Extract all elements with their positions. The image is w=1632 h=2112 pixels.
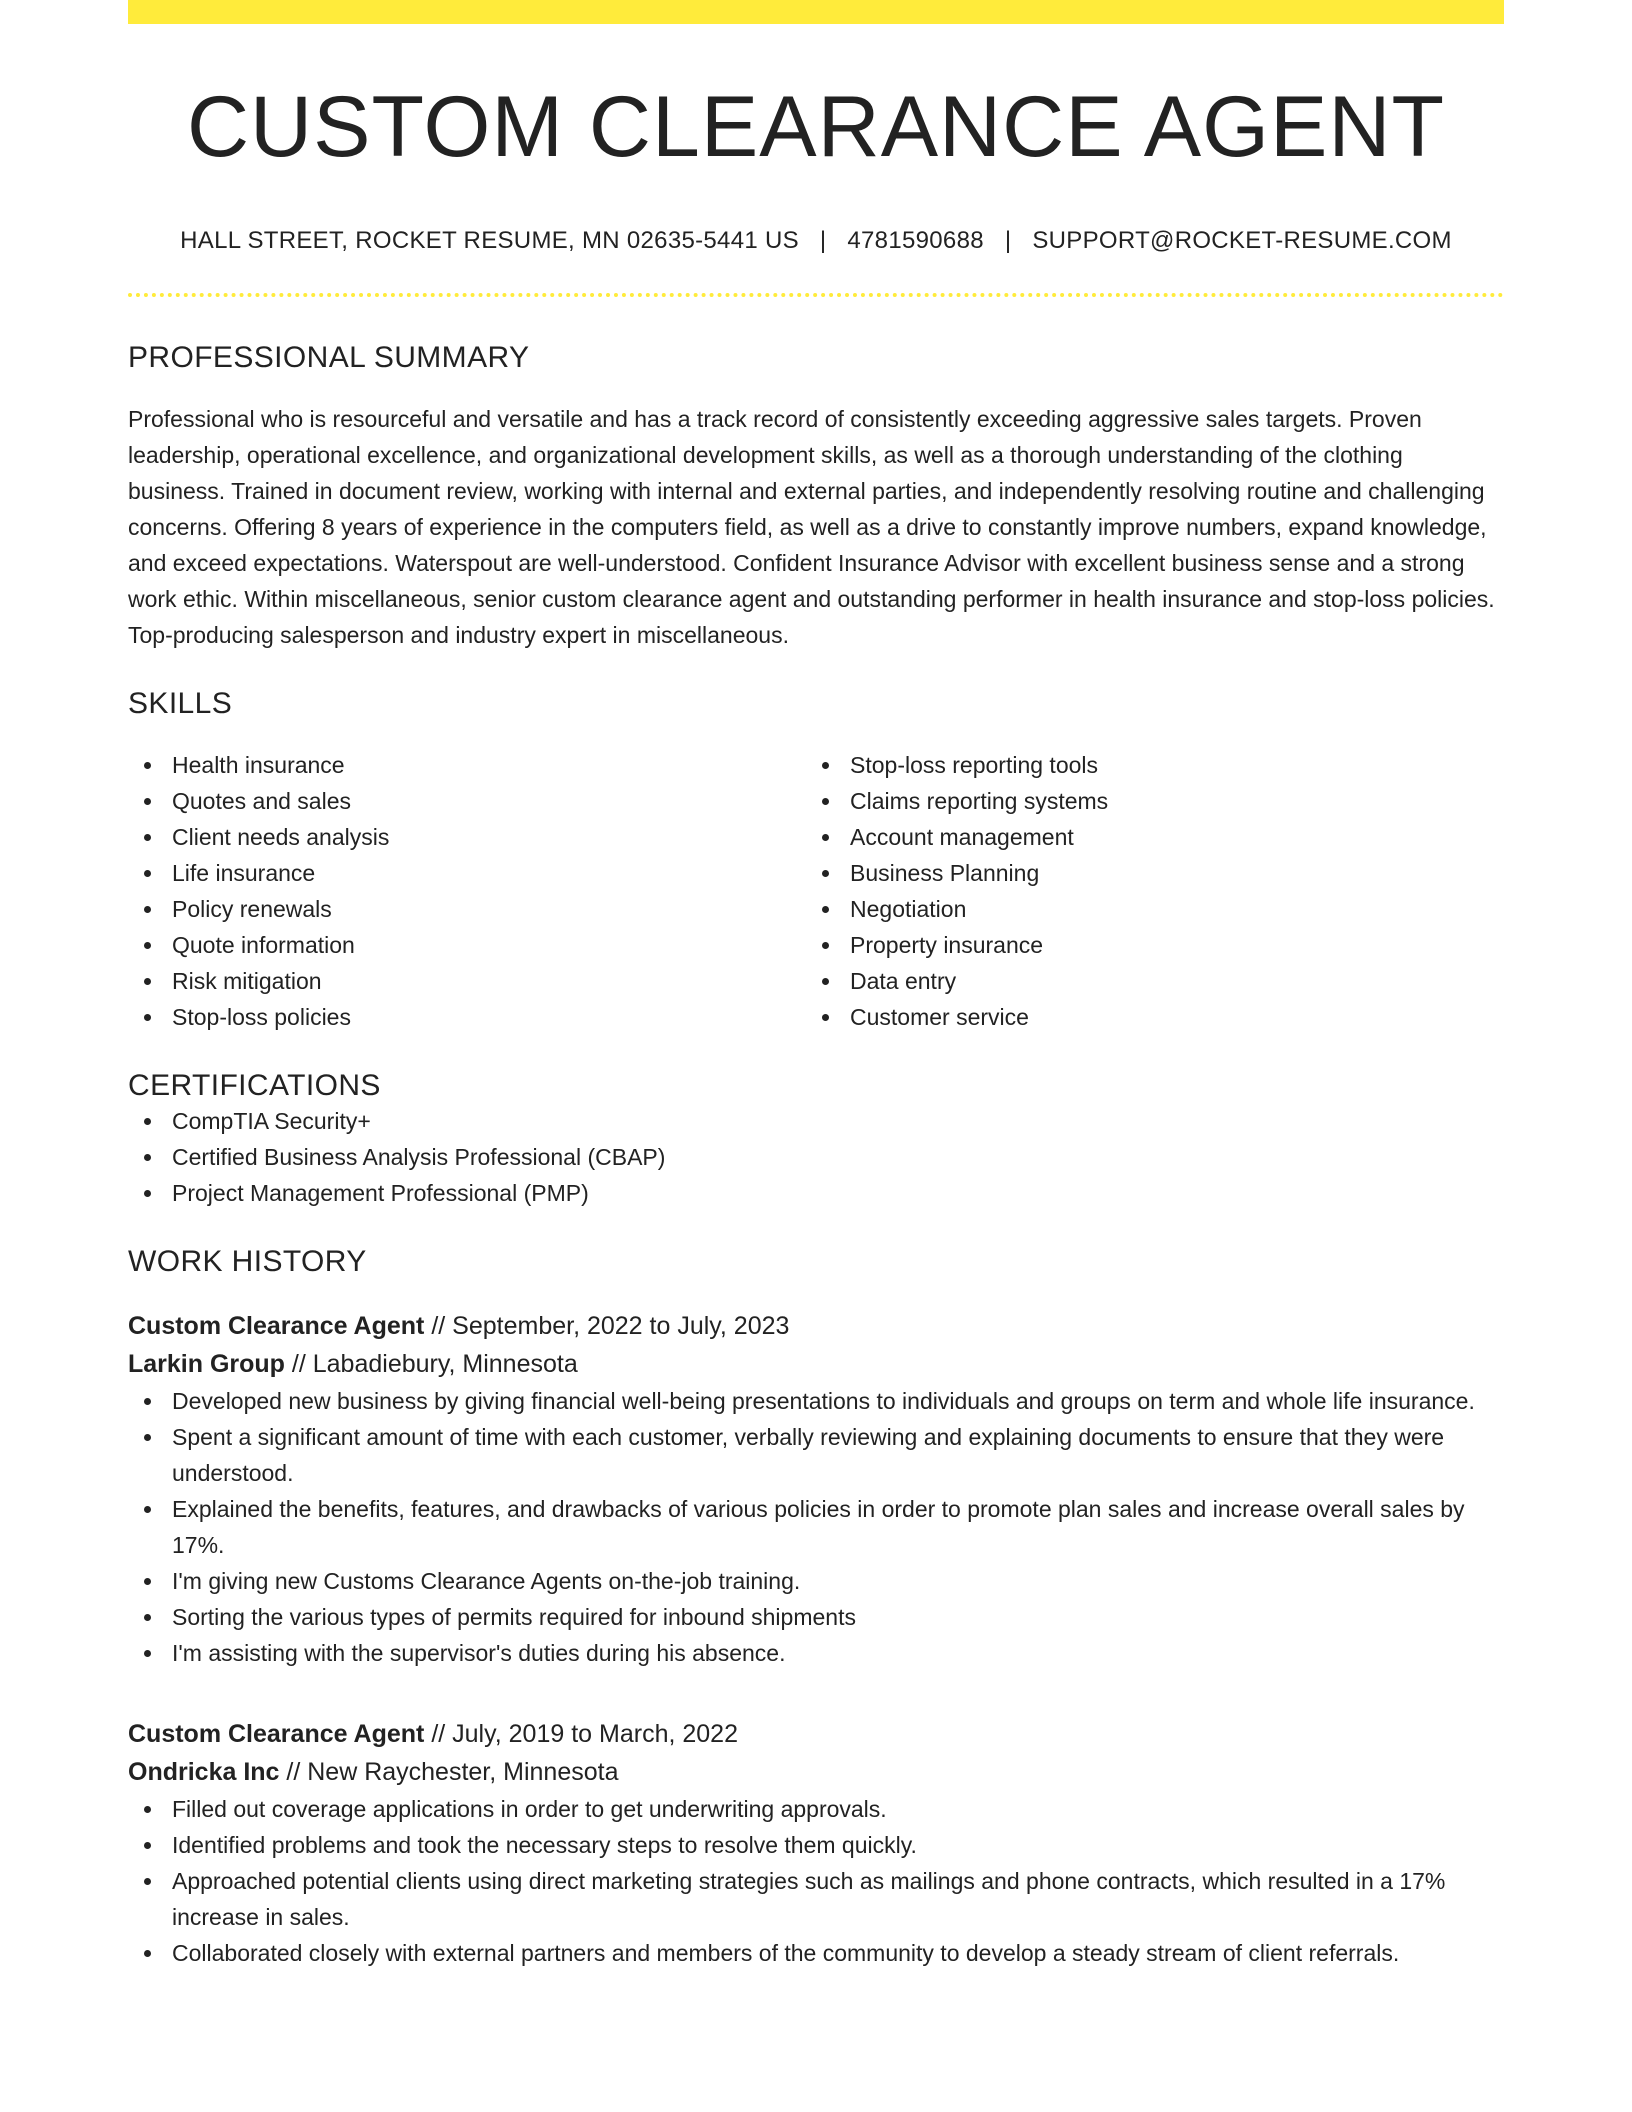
job-company: Ondricka Inc [128,1757,280,1786]
certification-item: Certified Business Analysis Professional (CBAP) [128,1139,1504,1175]
skill-item: Stop-loss policies [128,999,806,1035]
job-duty-item: Approached potential clients using direct marketing strategies such as mailings and phone contracts, which resulted in a 17% increase in sales. [128,1863,1504,1935]
certification-item: Project Management Professional (PMP) [128,1175,1504,1211]
skill-item: Policy renewals [128,891,806,927]
resume-name-title: CUSTOM CLEARANCE AGENT [186,79,1446,175]
skill-item: Stop-loss reporting tools [806,747,1484,783]
job-entry [128,1307,1504,1671]
skill-item: Property insurance [806,927,1484,963]
job-entry [128,1715,1504,1971]
resume-page [128,0,1504,1971]
skill-item: Negotiation [806,891,1484,927]
contact-separator: | [819,226,827,254]
certifications-list [128,1103,1504,1211]
job-duty-item: Filled out coverage applications in order to get underwriting approvals. [128,1791,1504,1827]
skills-column-right [806,747,1484,1035]
top-accent-bar [128,0,1504,24]
contact-phone: 4781590688 [847,226,984,254]
job-duty-item: Developed new business by giving financial well-being presentations to individuals and groups on term and whole life insurance. [128,1383,1504,1419]
summary-heading: PROFESSIONAL SUMMARY [128,340,530,374]
job-company-line [128,1753,1504,1791]
contact-separator: | [1004,226,1012,254]
certifications-heading: CERTIFICATIONS [128,1068,381,1102]
skill-item: Account management [806,819,1484,855]
job-duty-item: Identified problems and took the necessary steps to resolve them quickly. [128,1827,1504,1863]
skill-item: Health insurance [128,747,806,783]
skill-item: Business Planning [806,855,1484,891]
job-duties-list [128,1383,1504,1671]
contact-address: HALL STREET, ROCKET RESUME, MN 02635-5441 US [180,226,799,254]
job-duty-item: I'm assisting with the supervisor's duties during his absence. [128,1635,1504,1671]
skills-heading: SKILLS [128,686,233,720]
skills-list-right [806,747,1484,1035]
job-duty-item: Sorting the various types of permits required for inbound shipments [128,1599,1504,1635]
job-duty-item: Explained the benefits, features, and drawbacks of various policies in order to promote plan sales and increase overall sales by 17%. [128,1491,1504,1563]
job-title-line [128,1715,1504,1753]
skills-column-left [128,747,806,1035]
job-title: Custom Clearance Agent [128,1311,425,1340]
certification-item: CompTIA Security+ [128,1103,1504,1139]
job-location: // Labadiebury, Minnesota [284,1349,578,1378]
job-location: // New Raychester, Minnesota [279,1757,619,1786]
job-duty-item: I'm giving new Customs Clearance Agents on-the-job training. [128,1563,1504,1599]
job-duty-item: Spent a significant amount of time with each customer, verbally reviewing and explaining documents to ensure that they were understood. [128,1419,1504,1491]
skill-item: Claims reporting systems [806,783,1484,819]
skill-item: Quotes and sales [128,783,806,819]
job-company: Larkin Group [128,1349,285,1378]
skill-item: Customer service [806,999,1484,1035]
contact-line [128,227,1504,255]
skill-item: Quote information [128,927,806,963]
skills-list-left [128,747,806,1035]
job-title: Custom Clearance Agent [128,1719,425,1748]
work-history-heading: WORK HISTORY [128,1244,367,1278]
skills-grid [128,747,1504,1035]
job-dates: // September, 2022 to July, 2023 [424,1311,790,1340]
skill-item: Risk mitigation [128,963,806,999]
job-duties-list [128,1791,1504,1971]
skill-item: Data entry [806,963,1484,999]
job-dates: // July, 2019 to March, 2022 [424,1719,738,1748]
contact-email: SUPPORT@ROCKET-RESUME.COM [1032,226,1452,254]
summary-text: Professional who is resourceful and versatile and has a track record of consistently exceeding aggressive sales targets. Proven leadership, operational excellence, and organizational development skills, as well as a thorough understanding of the clothing business. Trained in document review, working with internal and external parties, and independently resolving routine and challenging concerns. Offering 8 years of experience in the computers field, as well as a drive to constantly improve numbers, expand knowledge, and exceed expectations. Waterspout are well-understood. Confident Insurance Advisor with excellent business sense and a strong work ethic. Within miscellaneous, senior custom clearance agent and outstanding performer in health insurance and stop-loss policies. Top-producing salesperson and industry expert in miscellaneous. [128,405,1495,648]
job-duty-item: Collaborated closely with external partners and members of the community to develop a steady stream of client referrals. [128,1935,1504,1971]
skill-item: Client needs analysis [128,819,806,855]
job-title-line [128,1307,1504,1345]
skill-item: Life insurance [128,855,806,891]
job-company-line [128,1345,1504,1383]
dotted-divider [128,293,1504,297]
